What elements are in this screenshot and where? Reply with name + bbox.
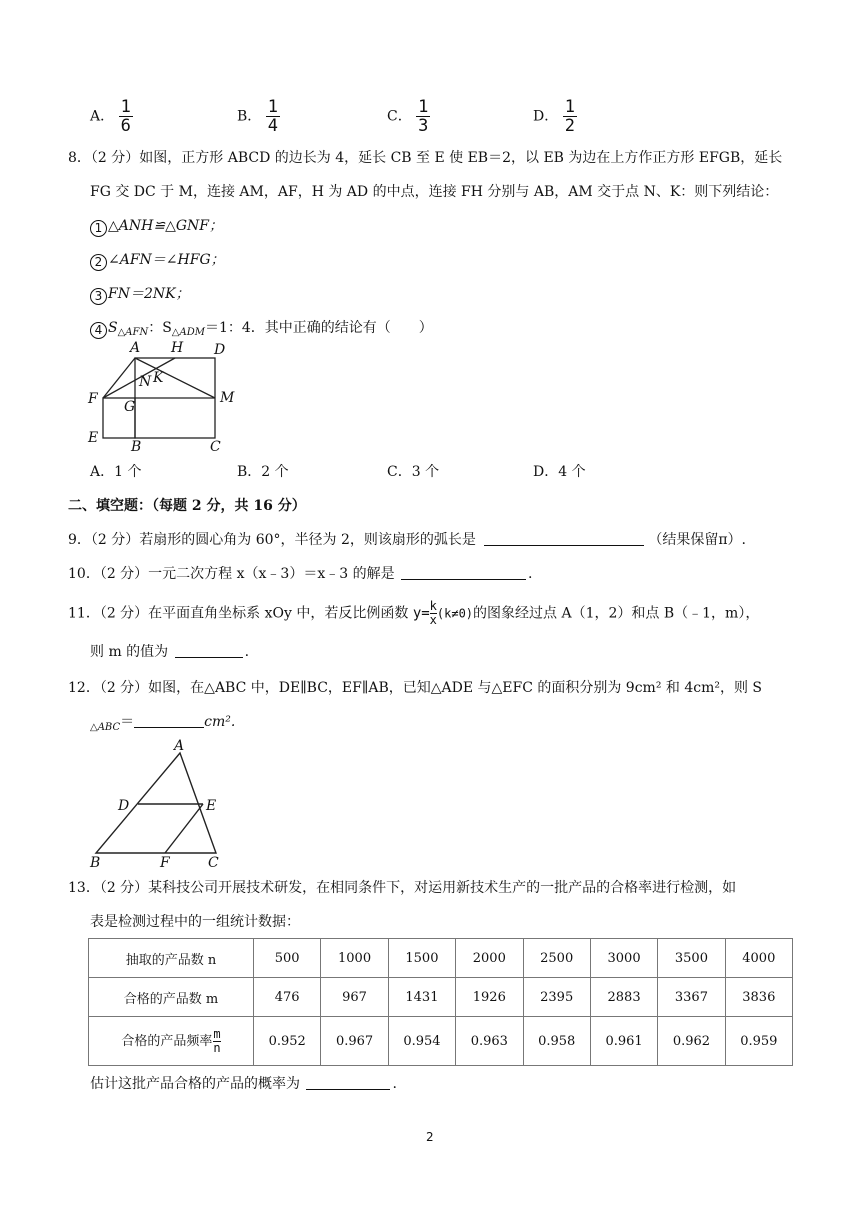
fraction: $\frac{1}{4}$ xyxy=(267,97,278,136)
table-cell: 0.961 xyxy=(590,1017,657,1066)
q10: 10．（2 分）一元二次方程 x（x﹣3）＝x﹣3 的解是 . xyxy=(68,566,533,582)
answer-blank[interactable] xyxy=(484,531,644,546)
q12-line1: 12．（2 分）如图，在△ABC 中，DE∥BC，EF∥AB，已知△ADE 与△EFC 的面积分别为 9cm² 和 4cm²，则 S xyxy=(68,680,763,696)
table-cell: 2000 xyxy=(456,939,523,978)
row-header: 抽取的产品数 n xyxy=(89,939,254,978)
label-e: E xyxy=(88,430,99,446)
table-row xyxy=(89,939,793,978)
label-f: F xyxy=(88,391,98,407)
table-cell: 967 xyxy=(321,978,388,1017)
q11-line2: 则 m 的值为 . xyxy=(90,644,250,660)
statistics-table xyxy=(88,938,793,1066)
table-cell: 0.963 xyxy=(456,1017,523,1066)
q12-line2: $_{\triangle ABC}$＝ cm². xyxy=(90,714,236,733)
q8-line2: FG 交 DC 于 M，连接 AM，AF，H 为 AD 的中点，连接 FH 分别与 AB，AM 交于点 N、K：则下列结论： xyxy=(90,184,779,200)
table-row xyxy=(89,1017,793,1066)
page-number: 2 xyxy=(426,1130,434,1144)
row-header: 合格的产品数 m xyxy=(89,978,254,1017)
q11-line1: 11．（2 分）在平面直角坐标系 xOy 中，若反比例函数 y= $\frac{k}{x}(k\ne 0)$的图象经过点 A（1，2）和点 B（﹣1，m）， xyxy=(68,599,760,627)
answer-blank[interactable] xyxy=(134,713,204,728)
circle-number: 3 xyxy=(90,288,107,305)
table-cell: 2883 xyxy=(590,978,657,1017)
table-cell: 1000 xyxy=(321,939,388,978)
label-h: H xyxy=(171,340,184,356)
line-af xyxy=(103,358,135,398)
label-b: B xyxy=(131,439,142,455)
q13-line1: 13．（2 分）某科技公司开展技术研发，在相同条件下，对运用新技术生产的一批产品的合格率进行检测，如 xyxy=(68,880,737,896)
q8-option-a: A．1 个 xyxy=(90,464,142,480)
option-label: D． xyxy=(533,108,559,125)
q8-option-b: B．2 个 xyxy=(237,464,289,480)
table-cell: 0.959 xyxy=(725,1017,792,1066)
table-cell: 4000 xyxy=(725,939,792,978)
label-f: F xyxy=(160,855,170,871)
table-cell: 0.952 xyxy=(254,1017,321,1066)
q7-option-b xyxy=(237,98,280,135)
label-b: B xyxy=(90,855,101,871)
q8-conclusion-4: 4 $S_{\triangle AFN}$：$S_{\triangle ADM}=1$：4．其中正确的结论有（ ） xyxy=(90,318,433,343)
circle-number: 4 xyxy=(90,322,107,339)
fraction: $\frac{k}{x}$ xyxy=(429,599,437,627)
fraction: $\frac{1}{2}$ xyxy=(564,97,575,136)
line-ef xyxy=(165,804,203,853)
q7-option-d xyxy=(533,98,577,135)
label-e: E xyxy=(206,798,217,814)
table-cell: 3500 xyxy=(658,939,725,978)
option-label: B． xyxy=(237,108,262,125)
table-cell: 3367 xyxy=(658,978,725,1017)
fraction: $\frac{1}{6}$ xyxy=(120,97,131,136)
table-row xyxy=(89,978,793,1017)
circle-number: 1 xyxy=(90,220,107,237)
table-cell: 1431 xyxy=(388,978,455,1017)
table-cell: 2395 xyxy=(523,978,590,1017)
answer-blank[interactable] xyxy=(401,565,526,580)
table-cell: 3836 xyxy=(725,978,792,1017)
label-d: D xyxy=(214,342,226,358)
answer-blank[interactable] xyxy=(306,1075,390,1090)
table-cell: 2500 xyxy=(523,939,590,978)
table-cell: 3000 xyxy=(590,939,657,978)
q8-conclusion-3: 3 FN＝2NK； xyxy=(90,284,190,305)
table-cell: 0.962 xyxy=(658,1017,725,1066)
table-cell: 0.967 xyxy=(321,1017,388,1066)
q7-option-a xyxy=(90,98,133,135)
table-cell: 500 xyxy=(254,939,321,978)
label-a: A xyxy=(130,340,141,356)
label-k: K xyxy=(153,370,164,386)
q8-option-c: C．3 个 xyxy=(387,464,440,480)
option-label: A． xyxy=(90,108,115,125)
table-cell: 0.954 xyxy=(388,1017,455,1066)
label-g: G xyxy=(124,399,136,415)
q8-geometry-figure xyxy=(84,340,244,455)
label-n: N xyxy=(139,374,152,390)
q7-option-c xyxy=(387,98,430,135)
q8-line1: 8．（2 分）如图，正方形 ABCD 的边长为 4，延长 CB 至 E 使 EB＝2，以 EB 为边在上方作正方形 EFGB，延长 xyxy=(68,150,783,166)
answer-blank[interactable] xyxy=(175,643,243,658)
q12-triangle-figure xyxy=(84,736,234,871)
table-cell: 0.958 xyxy=(523,1017,590,1066)
label-c: C xyxy=(210,439,221,455)
table-cell: 1500 xyxy=(388,939,455,978)
label-d: D xyxy=(118,798,130,814)
q8-option-d: D．4 个 xyxy=(533,464,586,480)
circle-number: 2 xyxy=(90,254,107,271)
fraction: $\frac{m}{n}$ xyxy=(213,1026,221,1055)
triangle-abc xyxy=(96,753,216,853)
q8-conclusion-2: 2 ∠AFN＝∠HFG； xyxy=(90,250,225,271)
q13-line2: 表是检测过程中的一组统计数据： xyxy=(90,914,300,930)
q8-conclusion-1: 1 △ANH≌△GNF； xyxy=(90,216,223,237)
label-m: M xyxy=(220,390,235,406)
option-label: C． xyxy=(387,108,412,125)
fraction: $\frac{1}{3}$ xyxy=(418,97,429,136)
label-c: C xyxy=(208,855,219,871)
row-header: 合格的产品频率 $\frac{m}{n}$ xyxy=(89,1017,254,1066)
table-cell: 476 xyxy=(254,978,321,1017)
q9: 9．（2 分）若扇形的圆心角为 60°，半径为 2，则该扇形的弧长是 （结果保留π）. xyxy=(68,532,746,548)
section-heading: 二、填空题：（每题 2 分，共 16 分） xyxy=(68,498,306,514)
table-cell: 1926 xyxy=(456,978,523,1017)
q13-footer: 估计这批产品合格的产品的概率为 . xyxy=(90,1076,397,1092)
label-a: A xyxy=(174,738,185,754)
